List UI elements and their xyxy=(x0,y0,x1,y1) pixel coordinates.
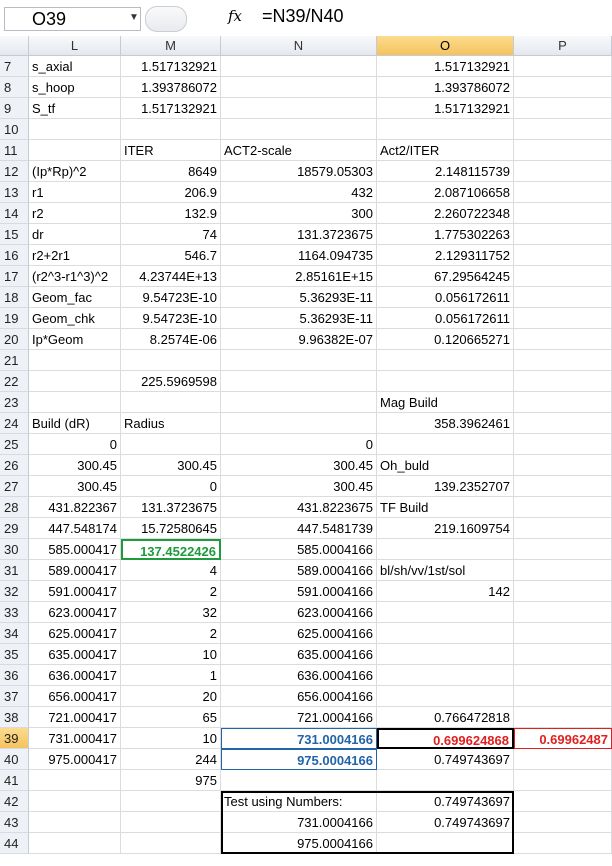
table-row xyxy=(0,98,612,119)
cell-o18[interactable]: 0.056172611 xyxy=(377,287,514,308)
cell-o22[interactable] xyxy=(377,371,514,392)
cell-l39[interactable]: 731.000417 xyxy=(29,728,121,749)
cell-n35[interactable]: 635.0004166 xyxy=(221,644,377,665)
cell-p44[interactable] xyxy=(514,833,612,854)
row-header[interactable]: 32 xyxy=(0,581,29,602)
cell-m19[interactable]: 9.54723E-10 xyxy=(121,308,221,329)
cell-l20[interactable]: Ip*Geom xyxy=(29,329,121,350)
cell-p30[interactable] xyxy=(514,539,612,560)
cell-l17[interactable]: (r2^3-r1^3)^2 xyxy=(29,266,121,287)
column-header-o[interactable]: O xyxy=(377,36,514,56)
cell-l29[interactable]: 447.548174 xyxy=(29,518,121,539)
cell-o10[interactable] xyxy=(377,119,514,140)
cell-p16[interactable] xyxy=(514,245,612,266)
cell-l27[interactable]: 300.45 xyxy=(29,476,121,497)
row-header[interactable]: 35 xyxy=(0,644,29,665)
cell-n31[interactable]: 589.0004166 xyxy=(221,560,377,581)
cell-m31[interactable]: 4 xyxy=(121,560,221,581)
cell-m33[interactable]: 32 xyxy=(121,602,221,623)
cell-l18[interactable]: Geom_fac xyxy=(29,287,121,308)
cell-m15[interactable]: 74 xyxy=(121,224,221,245)
cell-n18[interactable]: 5.36293E-11 xyxy=(221,287,377,308)
cell-o39[interactable]: 0.699624868 xyxy=(377,728,514,749)
cell-l25[interactable]: 0 xyxy=(29,434,121,455)
row-header[interactable]: 44 xyxy=(0,833,29,854)
row-header[interactable]: 13 xyxy=(0,182,29,203)
cell-n40[interactable]: 975.0004166 xyxy=(221,749,377,770)
cell-m21[interactable] xyxy=(121,350,221,371)
cell-l43[interactable] xyxy=(29,812,121,833)
cell-p32[interactable] xyxy=(514,581,612,602)
cell-m12[interactable]: 8649 xyxy=(121,161,221,182)
cell-p35[interactable] xyxy=(514,644,612,665)
cell-p28[interactable] xyxy=(514,497,612,518)
cell-p13[interactable] xyxy=(514,182,612,203)
row-header[interactable]: 28 xyxy=(0,497,29,518)
row-header[interactable]: 31 xyxy=(0,560,29,581)
cell-o35[interactable] xyxy=(377,644,514,665)
row-header[interactable]: 19 xyxy=(0,308,29,329)
insert-function-icon[interactable]: fx xyxy=(228,7,243,25)
table-row xyxy=(0,749,612,770)
row-header[interactable]: 18 xyxy=(0,287,29,308)
cell-l32[interactable]: 591.000417 xyxy=(29,581,121,602)
cell-o33[interactable] xyxy=(377,602,514,623)
cell-p21[interactable] xyxy=(514,350,612,371)
cell-l10[interactable] xyxy=(29,119,121,140)
row-header[interactable]: 36 xyxy=(0,665,29,686)
cell-m20[interactable]: 8.2574E-06 xyxy=(121,329,221,350)
cell-p29[interactable] xyxy=(514,518,612,539)
row-header[interactable]: 16 xyxy=(0,245,29,266)
row-header[interactable]: 15 xyxy=(0,224,29,245)
row-header[interactable]: 14 xyxy=(0,203,29,224)
cell-n14[interactable]: 300 xyxy=(221,203,377,224)
cell-n10[interactable] xyxy=(221,119,377,140)
cell-p25[interactable] xyxy=(514,434,612,455)
formula-bar xyxy=(0,0,612,37)
cell-m25[interactable] xyxy=(121,434,221,455)
row-header[interactable]: 30 xyxy=(0,539,29,560)
cell-l44[interactable] xyxy=(29,833,121,854)
table-row xyxy=(0,182,612,203)
cell-m29[interactable]: 15.72580645 xyxy=(121,518,221,539)
table-row xyxy=(0,539,612,560)
cell-o11[interactable]: Act2/ITER xyxy=(377,140,514,161)
cell-o16[interactable]: 2.129311752 xyxy=(377,245,514,266)
cell-o9[interactable]: 1.517132921 xyxy=(377,98,514,119)
cell-n26[interactable]: 300.45 xyxy=(221,455,377,476)
cell-l14[interactable]: r2 xyxy=(29,203,121,224)
row-header[interactable]: 24 xyxy=(0,413,29,434)
table-row xyxy=(0,392,612,413)
row-header[interactable]: 12 xyxy=(0,161,29,182)
cell-o25[interactable] xyxy=(377,434,514,455)
cell-m13[interactable]: 206.9 xyxy=(121,182,221,203)
cell-p11[interactable] xyxy=(514,140,612,161)
cell-n33[interactable]: 623.0004166 xyxy=(221,602,377,623)
cell-n30[interactable]: 585.0004166 xyxy=(221,539,377,560)
column-header-n[interactable]: N xyxy=(221,36,377,56)
cell-m38[interactable]: 65 xyxy=(121,707,221,728)
cell-l42[interactable] xyxy=(29,791,121,812)
table-row xyxy=(0,518,612,539)
table-row xyxy=(0,812,612,833)
cell-l22[interactable] xyxy=(29,371,121,392)
cell-o34[interactable] xyxy=(377,623,514,644)
cell-n17[interactable]: 2.85161E+15 xyxy=(221,266,377,287)
cell-m10[interactable] xyxy=(121,119,221,140)
cell-o24[interactable]: 358.3962461 xyxy=(377,413,514,434)
cell-o36[interactable] xyxy=(377,665,514,686)
row-header[interactable]: 40 xyxy=(0,749,29,770)
table-row xyxy=(0,644,612,665)
cell-l16[interactable]: r2+2r1 xyxy=(29,245,121,266)
cell-m37[interactable]: 20 xyxy=(121,686,221,707)
cell-p15[interactable] xyxy=(514,224,612,245)
row-header[interactable]: 38 xyxy=(0,707,29,728)
name-box-value: O39 xyxy=(32,9,67,29)
cell-n22[interactable] xyxy=(221,371,377,392)
table-row xyxy=(0,560,612,581)
cell-n24[interactable] xyxy=(221,413,377,434)
cell-n34[interactable]: 625.0004166 xyxy=(221,623,377,644)
table-row xyxy=(0,707,612,728)
cell-p17[interactable] xyxy=(514,266,612,287)
cell-l19[interactable]: Geom_chk xyxy=(29,308,121,329)
cell-n37[interactable]: 656.0004166 xyxy=(221,686,377,707)
cell-l36[interactable]: 636.000417 xyxy=(29,665,121,686)
cell-m16[interactable]: 546.7 xyxy=(121,245,221,266)
cell-o7[interactable]: 1.517132921 xyxy=(377,56,514,77)
cell-o8[interactable]: 1.393786072 xyxy=(377,77,514,98)
cell-m42[interactable] xyxy=(121,791,221,812)
table-row xyxy=(0,497,612,518)
cell-n11[interactable]: ACT2-scale xyxy=(221,140,377,161)
cell-l28[interactable]: 431.822367 xyxy=(29,497,121,518)
table-row xyxy=(0,77,612,98)
cell-o14[interactable]: 2.260722348 xyxy=(377,203,514,224)
cell-l33[interactable]: 623.000417 xyxy=(29,602,121,623)
cell-m9[interactable]: 1.517132921 xyxy=(121,98,221,119)
cell-m34[interactable]: 2 xyxy=(121,623,221,644)
cell-m41[interactable]: 975 xyxy=(121,770,221,791)
cell-p24[interactable] xyxy=(514,413,612,434)
cell-p43[interactable] xyxy=(514,812,612,833)
table-row xyxy=(0,350,612,371)
cell-m26[interactable]: 300.45 xyxy=(121,455,221,476)
cell-n21[interactable] xyxy=(221,350,377,371)
cell-m40[interactable]: 244 xyxy=(121,749,221,770)
row-header[interactable]: 10 xyxy=(0,119,29,140)
table-row xyxy=(0,266,612,287)
row-header[interactable]: 41 xyxy=(0,770,29,791)
cell-n7[interactable] xyxy=(221,56,377,77)
cell-p39[interactable]: 0.69962487 xyxy=(514,728,612,749)
cell-l31[interactable]: 589.000417 xyxy=(29,560,121,581)
cell-p18[interactable] xyxy=(514,287,612,308)
cell-p22[interactable] xyxy=(514,371,612,392)
row-header[interactable]: 21 xyxy=(0,350,29,371)
cell-n19[interactable]: 5.36293E-11 xyxy=(221,308,377,329)
cell-p20[interactable] xyxy=(514,329,612,350)
cell-o15[interactable]: 1.775302263 xyxy=(377,224,514,245)
cell-o28[interactable]: TF Build xyxy=(377,497,514,518)
formula-bar-resize-handle[interactable] xyxy=(145,6,187,32)
cell-n38[interactable]: 721.0004166 xyxy=(221,707,377,728)
cell-m28[interactable]: 131.3723675 xyxy=(121,497,221,518)
cell-n9[interactable] xyxy=(221,98,377,119)
cell-l26[interactable]: 300.45 xyxy=(29,455,121,476)
cell-o29[interactable]: 219.1609754 xyxy=(377,518,514,539)
cell-p31[interactable] xyxy=(514,560,612,581)
row-header[interactable]: 25 xyxy=(0,434,29,455)
cell-o40[interactable]: 0.749743697 xyxy=(377,749,514,770)
row-header[interactable]: 39 xyxy=(0,728,29,749)
cell-p41[interactable] xyxy=(514,770,612,791)
name-box[interactable] xyxy=(4,7,141,31)
select-all-corner[interactable] xyxy=(0,36,29,56)
cell-m35[interactable]: 10 xyxy=(121,644,221,665)
table-row xyxy=(0,119,612,140)
table-row xyxy=(0,686,612,707)
cell-p38[interactable] xyxy=(514,707,612,728)
cell-p12[interactable] xyxy=(514,161,612,182)
table-row xyxy=(0,455,612,476)
cell-p14[interactable] xyxy=(514,203,612,224)
cell-n29[interactable]: 447.5481739 xyxy=(221,518,377,539)
cell-n12[interactable]: 18579.05303 xyxy=(221,161,377,182)
cell-m18[interactable]: 9.54723E-10 xyxy=(121,287,221,308)
cell-n42[interactable]: Test using Numbers: xyxy=(221,791,377,812)
cell-o13[interactable]: 2.087106658 xyxy=(377,182,514,203)
row-header[interactable]: 29 xyxy=(0,518,29,539)
table-row xyxy=(0,140,612,161)
cell-o19[interactable]: 0.056172611 xyxy=(377,308,514,329)
cell-m23[interactable] xyxy=(121,392,221,413)
cell-l13[interactable]: r1 xyxy=(29,182,121,203)
row-header[interactable]: 8 xyxy=(0,77,29,98)
cell-m27[interactable]: 0 xyxy=(121,476,221,497)
cell-m36[interactable]: 1 xyxy=(121,665,221,686)
cell-n44[interactable]: 975.0004166 xyxy=(221,833,377,854)
table-row xyxy=(0,308,612,329)
cell-n16[interactable]: 1164.094735 xyxy=(221,245,377,266)
cell-p23[interactable] xyxy=(514,392,612,413)
table-row xyxy=(0,287,612,308)
row-header[interactable]: 7 xyxy=(0,56,29,77)
cell-n15[interactable]: 131.3723675 xyxy=(221,224,377,245)
table-row xyxy=(0,665,612,686)
cell-p9[interactable] xyxy=(514,98,612,119)
cell-o12[interactable]: 2.148115739 xyxy=(377,161,514,182)
cell-o17[interactable]: 67.29564245 xyxy=(377,266,514,287)
table-row xyxy=(0,161,612,182)
cell-m22[interactable]: 225.5969598 xyxy=(121,371,221,392)
cell-l34[interactable]: 625.000417 xyxy=(29,623,121,644)
cell-p34[interactable] xyxy=(514,623,612,644)
cell-n23[interactable] xyxy=(221,392,377,413)
cell-p10[interactable] xyxy=(514,119,612,140)
cell-l35[interactable]: 635.000417 xyxy=(29,644,121,665)
cell-o26[interactable]: Oh_buld xyxy=(377,455,514,476)
cell-o21[interactable] xyxy=(377,350,514,371)
cell-l7[interactable]: s_axial xyxy=(29,56,121,77)
column-header-p[interactable]: P xyxy=(514,36,612,56)
cell-n39[interactable]: 731.0004166 xyxy=(221,728,377,749)
chevron-down-icon[interactable]: ▼ xyxy=(129,12,139,23)
table-row xyxy=(0,203,612,224)
table-row xyxy=(0,602,612,623)
cell-n27[interactable]: 300.45 xyxy=(221,476,377,497)
row-header[interactable]: 33 xyxy=(0,602,29,623)
cell-l12[interactable]: (Ip*Rp)^2 xyxy=(29,161,121,182)
cell-p8[interactable] xyxy=(514,77,612,98)
table-row xyxy=(0,623,612,644)
cell-p19[interactable] xyxy=(514,308,612,329)
row-header[interactable]: 42 xyxy=(0,791,29,812)
column-header-m[interactable]: M xyxy=(121,36,221,56)
cell-p7[interactable] xyxy=(514,56,612,77)
table-row xyxy=(0,413,612,434)
table-row xyxy=(0,224,612,245)
cell-n41[interactable] xyxy=(221,770,377,791)
row-header[interactable]: 34 xyxy=(0,623,29,644)
row-header[interactable]: 23 xyxy=(0,392,29,413)
table-row xyxy=(0,770,612,791)
cell-p33[interactable] xyxy=(514,602,612,623)
row-header[interactable]: 20 xyxy=(0,329,29,350)
cell-p42[interactable] xyxy=(514,791,612,812)
cell-m24[interactable]: Radius xyxy=(121,413,221,434)
row-header[interactable]: 27 xyxy=(0,476,29,497)
cell-m43[interactable] xyxy=(121,812,221,833)
cell-l8[interactable]: s_hoop xyxy=(29,77,121,98)
cell-l11[interactable] xyxy=(29,140,121,161)
cell-o41[interactable] xyxy=(377,770,514,791)
cell-l38[interactable]: 721.000417 xyxy=(29,707,121,728)
column-header-l[interactable]: L xyxy=(29,36,121,56)
cell-p26[interactable] xyxy=(514,455,612,476)
cell-n8[interactable] xyxy=(221,77,377,98)
cell-p27[interactable] xyxy=(514,476,612,497)
cell-n32[interactable]: 591.0004166 xyxy=(221,581,377,602)
cell-m39[interactable]: 10 xyxy=(121,728,221,749)
cell-m8[interactable]: 1.393786072 xyxy=(121,77,221,98)
table-row xyxy=(0,56,612,77)
row-header[interactable]: 26 xyxy=(0,455,29,476)
formula-input[interactable]: =N39/N40 xyxy=(262,6,344,26)
cell-l40[interactable]: 975.000417 xyxy=(29,749,121,770)
cell-n28[interactable]: 431.8223675 xyxy=(221,497,377,518)
cell-m32[interactable]: 2 xyxy=(121,581,221,602)
cell-p40[interactable] xyxy=(514,749,612,770)
cell-l21[interactable] xyxy=(29,350,121,371)
cell-o38[interactable]: 0.766472818 xyxy=(377,707,514,728)
cell-o23[interactable]: Mag Build xyxy=(377,392,514,413)
cell-o37[interactable] xyxy=(377,686,514,707)
cell-l37[interactable]: 656.000417 xyxy=(29,686,121,707)
row-header[interactable]: 37 xyxy=(0,686,29,707)
table-row xyxy=(0,329,612,350)
cell-m7[interactable]: 1.517132921 xyxy=(121,56,221,77)
cell-l41[interactable] xyxy=(29,770,121,791)
cell-l9[interactable]: S_tf xyxy=(29,98,121,119)
cell-n36[interactable]: 636.0004166 xyxy=(221,665,377,686)
cell-p36[interactable] xyxy=(514,665,612,686)
row-header[interactable]: 11 xyxy=(0,140,29,161)
table-row xyxy=(0,791,612,812)
cell-n20[interactable]: 9.96382E-07 xyxy=(221,329,377,350)
cell-o30[interactable] xyxy=(377,539,514,560)
cell-o42[interactable]: 0.749743697 xyxy=(377,791,514,812)
cell-o44[interactable] xyxy=(377,833,514,854)
cell-o31[interactable]: bl/sh/vv/1st/sol xyxy=(377,560,514,581)
cell-n25[interactable]: 0 xyxy=(221,434,377,455)
row-header[interactable]: 9 xyxy=(0,98,29,119)
row-header[interactable]: 22 xyxy=(0,371,29,392)
cell-l30[interactable]: 585.000417 xyxy=(29,539,121,560)
cell-o43[interactable]: 0.749743697 xyxy=(377,812,514,833)
row-header[interactable]: 43 xyxy=(0,812,29,833)
cell-p37[interactable] xyxy=(514,686,612,707)
cell-n43[interactable]: 731.0004166 xyxy=(221,812,377,833)
cell-o32[interactable]: 142 xyxy=(377,581,514,602)
table-row xyxy=(0,245,612,266)
cell-l15[interactable]: dr xyxy=(29,224,121,245)
cell-n13[interactable]: 432 xyxy=(221,182,377,203)
table-row xyxy=(0,728,612,749)
cell-l24[interactable]: Build (dR) xyxy=(29,413,121,434)
cell-m30[interactable]: 137.4522426 xyxy=(121,539,221,560)
table-row xyxy=(0,476,612,497)
table-row xyxy=(0,371,612,392)
cell-o27[interactable]: 139.2352707 xyxy=(377,476,514,497)
cell-m11[interactable]: ITER xyxy=(121,140,221,161)
row-header[interactable]: 17 xyxy=(0,266,29,287)
cell-m44[interactable] xyxy=(121,833,221,854)
cell-m17[interactable]: 4.23744E+13 xyxy=(121,266,221,287)
table-row xyxy=(0,833,612,854)
table-row xyxy=(0,581,612,602)
cell-l23[interactable] xyxy=(29,392,121,413)
cell-m14[interactable]: 132.9 xyxy=(121,203,221,224)
table-row xyxy=(0,434,612,455)
cell-o20[interactable]: 0.120665271 xyxy=(377,329,514,350)
